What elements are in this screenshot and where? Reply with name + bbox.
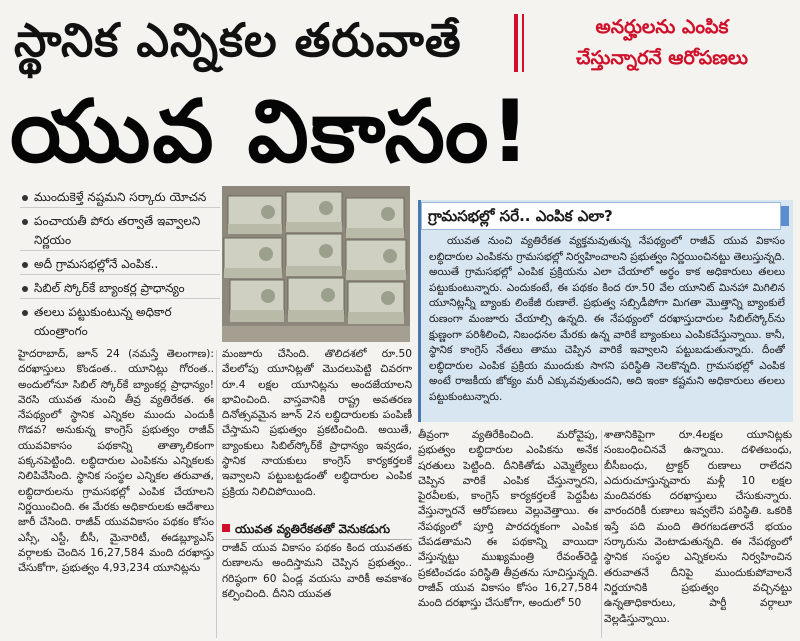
allegations-line-2: చేస్తున్నారనే ఆరోపణలు xyxy=(576,47,748,69)
red-rule xyxy=(514,14,518,72)
column-divider xyxy=(601,430,602,638)
subheading xyxy=(222,519,412,540)
infobox-body: యువత నుంచి వ్యతిరేకత వ్యక్తమవుతున్న నేపథ్యంలో రాజీవ్ యువ వికాసం లబ్ధిదారుల ఎంపికను గ్రామసభల్లో నిర్వహించాలని ప్రభుత్వం నిర్ణయించినట్టు తెలుస్తున్నది. అయితే గ్రామసభల్లో ఎంపిక ప్రక్రియను ఎలా చేయాలో అర్థం కాక అధికారులు తలలు పట్టుకుంటున్నారు. ఎందుకంటే, ఈ పథకం కింద రూ.50 వేల యూనిట్ మినహా మిగిలిన యూనిట్లన్నీ బ్యాంకు లింకేజీ రుణాలే. ప్రభుత్వ సబ్సిడీపోగా మిగతా మొత్తాన్ని బ్యాంకులే రుణంగా మంజూరు చేయాల్సి ఉన్నది. ఈ నేపథ్యంలో దరఖాస్తుదారుల సిబిల్‌స్కోర్‌ను క్షుణ్ణంగా పరిశీలించి, నిబంధనల మేరకు ఉన్న వారికే బ్యాంకులు ఎంపికచేస్తున్నాయి. కానీ, స్థానిక కాంగ్రెస్ నేతలు తాము చెప్పిన వారికే ఇవ్వాలని పట్టుబడుతున్నారు. దీంతో లబ్ధిదారుల ఎంపిక ప్రక్రియ ముందుకు సాగని పరిస్థితి నెలకొన్నది. గ్రామసభల్లో ఎంపిక అంటే రాజకీయ జోక్యం మరీ ఎక్కువవుతుందని, అది ఇంకా కష్టమని అధికారులు తలలు పట్టుకుంటున్నారు. xyxy=(429,235,785,403)
square-bullet-icon xyxy=(222,524,230,532)
subheading-text: యువత వ్యతిరేకతతో వెనుకడుగు xyxy=(235,522,391,536)
highlight-item: తలలు పట్టుకుంటున్న అధికార యంత్రాంగం xyxy=(20,303,220,341)
article-column-4: శాతానికిపైగా రూ.4లక్షల యూనిట్లకు సంబంధించినవే ఉన్నాయి. దళితబంధు, బీసీబంధు, ట్రాక్టర్ రుణాలు రాలేదని ఎదురుచూస్తున్నవారు మళ్లీ 10 లక్షల మందివరకు దరఖాస్తులు చేసుకున్నారు. వారందరికీ రుణాలు ఇవ్వలేని పరిస్థితి. ఒకరికి ఇస్తే పది మంది తిరగబడతారనే భయం సర్కారును వెంటాడుతున్నది. ఈ నేపథ్యంలో స్థానిక సంస్థల ఎన్నికలను నిర్వహించిన తరువాతనే దీనిపై ముందుకుపోవాలనే నిర్ణయానికి ప్రభుత్వం వచ్చినట్టు ఉన్నతాధికారులు, పార్టీ వర్గాలూ వెల్లడిస్తున్నాయి. xyxy=(604,429,792,625)
allegations-box xyxy=(514,10,792,76)
money-stack-icon xyxy=(222,186,410,342)
main-headline: యువ వికాసం! xyxy=(10,82,532,182)
article-column-1: హైదరాబాద్, జూన్ 24 (నమస్తే తెలంగాణ): దరఖాస్తులు కొండంత.. యూనిట్లు గోరంత.. అందులోనూ సిబిల్ స్కోర్‌కే బ్యాంకర్ల ప్రాధాన్యం! వెరసి యువత నుంచి తీవ్ర వ్యతిరేకత. ఈ నేపథ్యంలో స్థానిక ఎన్నికల ముందు ఎందుకీ గొడవ? అనుకున్న కాంగ్రెస్ ప్రభుత్వం రాజీవ్ యువవికాసం పథకాన్ని తాత్కాలికంగా పక్కనపెట్టింది. లబ్ధిదారుల ఎంపికను ఎన్నికలకు నిలిపివేసింది. స్థానిక సంస్థల ఎన్నికల తరువాత, లబ్ధిదారులను గ్రామసభల్లో ఎంపిక చేయాలని నిర్ణయించింది. ఈ మేరకు అధికారులకు ఆదేశాలు జారీ చేసింది. రాజీవ్ యువవికాసం పథకం కోసం ఎస్సీ, ఎస్టీ, బీసీ, మైనారిటీ, ఈడబ్ల్యూఎస్ వర్గాలకు చెందిన 16,27,584 మంది దరఖాస్తు చేసుకోగా, ప్రభుత్వం 4,93,234 యూనిట్లను xyxy=(18,348,214,575)
article-column-2: మంజూరు చేసింది. తొలిదశలో రూ.50 వేలలోపు యూనిట్లతో మొదలుపెట్టి చివరగా రూ.4 లక్షల యూనిట్లను అందజేయాలని భావించింది. వాస్తవానికి రాష్ట్ర అవతరణ దినోత్సవమైన జూన్ 2న లబ్ధిదారులకు పంపిణీ చేస్తామని ప్రభుత్వం ప్రకటించింది. అయితే, బ్యాంకులు సిబిల్‌స్కోర్‌కే ప్రాధాన్యం ఇవ్వడం, స్థానిక నాయకులు కాంగ్రెస్ కార్యకర్తలకే ఇవ్వాలని పట్టుబట్టడంతో లబ్ధిదారుల ఎంపిక ప్రక్రియ నిలిచిపోయింది. xyxy=(222,348,412,498)
highlight-item: అదీ గ్రామసభల్లోనే ఎంపిక.. xyxy=(20,255,220,275)
kicker-headline: స్థానిక ఎన్నికల తరువాతే xyxy=(14,13,462,67)
highlight-item: పంచాయతీ పోరు తర్వాతే ఇవ్వాలని నిర్ణయం xyxy=(20,212,220,251)
article-column-3: తీవ్రంగా వ్యతిరేకించింది. మరోవైపు, ప్రభుత్వం లబ్ధిదారుల ఎంపికను అనేక షరతులు పెట్టింది. దీనికితోడు ఎమ్మెల్యేలు చెప్పిన వారికే ఎంపిక చేస్తున్నారని, పైరవీలకు, కాంగ్రెస్ కార్యకర్తలకే పెద్దపీట వేస్తున్నారనే ఆరోపణలు వెల్లువెత్తాయి. ఈ నేపథ్యంలో పూర్తి పారదర్శకంగా ఎంపిక చేపడతామని ఈ పథకాన్ని వాయిదా వేస్తున్నట్టు ముఖ్యమంత్రి రేవంత్‌రెడ్డి ప్రకటించడం పరిస్థితి తీవ్రతను సూచిస్తున్నది. రాజీవ్ యువ వికాసం కోసం 16,27,584 మంది దరఖాస్తు చేసుకోగా, అందులో 50 xyxy=(418,429,598,610)
highlights-box xyxy=(20,188,220,345)
allegations-line-1: అనర్హులను ఎంపిక xyxy=(595,16,729,38)
infobox-corner-mark xyxy=(781,206,789,226)
red-rule-thin xyxy=(522,14,524,72)
highlight-item: సిబిల్ స్కోర్‌కే బ్యాంకర్ల ప్రాధాన్యం xyxy=(20,279,220,299)
infobox-title: గ్రామసభల్లో సరే.. ఎంపిక ఎలా? xyxy=(421,202,781,230)
sidebar-infobox xyxy=(418,200,793,422)
highlight-item: ముందుకెళ్తే నష్టమని సర్కారు యోచన xyxy=(20,188,220,208)
currency-bundles-photo xyxy=(222,186,410,342)
article-column-2b: రాజీవ్ యువ వికాసం పథకం కింద యువతకు రుణాలను అందిస్తామని చెప్పిన ప్రభుత్వం.. గరిష్ఠంగా 60 ఏండ్ల వయసు వారికీ అవకాశం కల్పించింది. దీనిని యువత xyxy=(222,542,412,600)
column-divider xyxy=(216,350,217,638)
